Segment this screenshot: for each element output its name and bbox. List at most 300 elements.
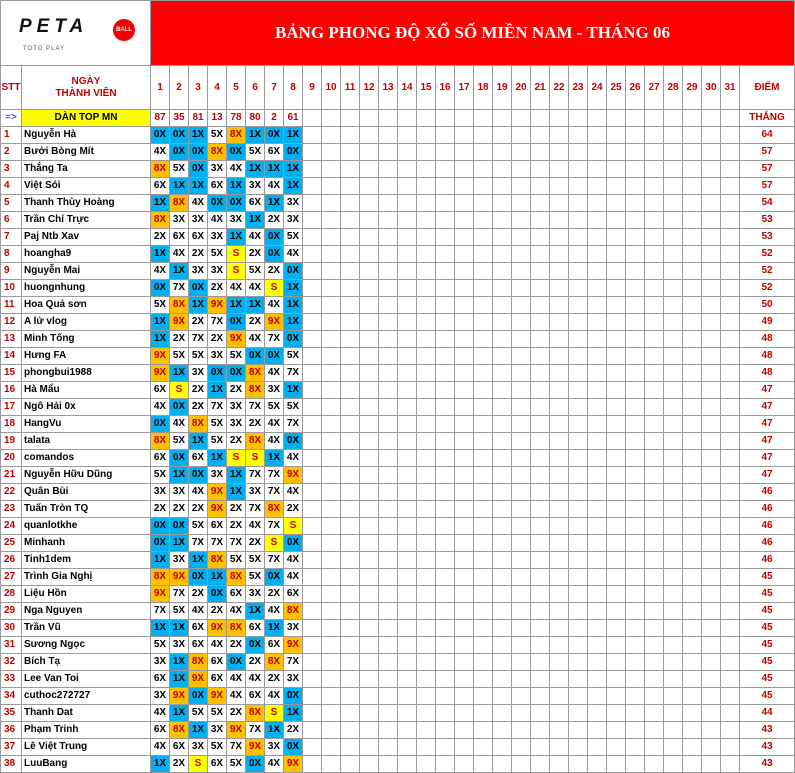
empty-day-cell — [417, 705, 436, 722]
member-name: Lê Việt Trung — [22, 739, 151, 756]
empty-day-cell — [721, 569, 740, 586]
empty-day-cell — [569, 450, 588, 467]
empty-day-cell — [417, 671, 436, 688]
day-result-cell: 1X — [189, 722, 208, 739]
day-result-cell: S — [227, 450, 246, 467]
member-name: Minh Tống — [22, 331, 151, 348]
empty-day-cell — [436, 705, 455, 722]
empty-day-cell — [417, 399, 436, 416]
day-result-cell: 2X — [246, 416, 265, 433]
member-score: 52 — [740, 263, 795, 280]
empty-day-cell — [322, 314, 341, 331]
member-name: Thanh Thùy Hoàng — [22, 195, 151, 212]
empty-day-cell — [512, 552, 531, 569]
day-result-cell: 0X — [265, 246, 284, 263]
row-stt: 22 — [1, 484, 22, 501]
empty-day-cell — [721, 637, 740, 654]
empty-day-cell — [664, 722, 683, 739]
day-header: 20 — [512, 66, 531, 110]
day-result-cell: 9X — [208, 620, 227, 637]
empty-day-cell — [531, 467, 550, 484]
empty-day-cell — [322, 127, 341, 144]
empty-day-cell — [702, 603, 721, 620]
empty-day-cell — [645, 297, 664, 314]
empty-day-cell — [588, 620, 607, 637]
empty-day-cell — [360, 229, 379, 246]
empty-day-cell — [569, 382, 588, 399]
day-result-cell: 4X — [265, 416, 284, 433]
empty-day-cell — [569, 739, 588, 756]
day-result-cell: 1X — [170, 535, 189, 552]
day-result-cell: 5X — [170, 348, 189, 365]
empty-day-cell — [341, 365, 360, 382]
row-stt: 3 — [1, 161, 22, 178]
empty-day-cell — [550, 586, 569, 603]
empty-day-cell — [398, 263, 417, 280]
day-result-cell: 8X — [227, 620, 246, 637]
member-name: Hưng FA — [22, 348, 151, 365]
empty-day-cell — [303, 280, 322, 297]
empty-day-cell — [436, 552, 455, 569]
top-number — [607, 110, 626, 127]
empty-day-cell — [702, 416, 721, 433]
day-result-cell: 1X — [170, 467, 189, 484]
empty-day-cell — [531, 450, 550, 467]
row-stt: 37 — [1, 739, 22, 756]
day-result-cell: 9X — [170, 688, 189, 705]
member-score: 46 — [740, 535, 795, 552]
empty-day-cell — [721, 654, 740, 671]
day-result-cell: 1X — [227, 229, 246, 246]
day-result-cell: 3X — [208, 263, 227, 280]
empty-day-cell — [341, 756, 360, 773]
day-result-cell: 1X — [170, 263, 189, 280]
day-result-cell: 0X — [151, 416, 170, 433]
empty-day-cell — [493, 518, 512, 535]
empty-day-cell — [683, 331, 702, 348]
member-name: Liệu Hồn — [22, 586, 151, 603]
empty-day-cell — [303, 416, 322, 433]
empty-day-cell — [531, 671, 550, 688]
empty-day-cell — [303, 671, 322, 688]
day-result-cell: 2X — [170, 501, 189, 518]
empty-day-cell — [493, 382, 512, 399]
empty-day-cell — [588, 501, 607, 518]
member-score: 46 — [740, 484, 795, 501]
empty-day-cell — [303, 535, 322, 552]
table-row — [1, 688, 795, 705]
empty-day-cell — [455, 280, 474, 297]
empty-day-cell — [607, 467, 626, 484]
empty-day-cell — [626, 297, 645, 314]
day-result-cell: 9X — [208, 484, 227, 501]
empty-day-cell — [474, 348, 493, 365]
day-result-cell: 1X — [208, 382, 227, 399]
day-result-cell: 1X — [151, 552, 170, 569]
day-result-cell: 3X — [189, 263, 208, 280]
empty-day-cell — [664, 467, 683, 484]
empty-day-cell — [626, 416, 645, 433]
empty-day-cell — [360, 739, 379, 756]
score-header: ĐIỂM — [740, 66, 795, 110]
empty-day-cell — [417, 416, 436, 433]
empty-day-cell — [341, 654, 360, 671]
day-result-cell: 8X — [265, 654, 284, 671]
empty-day-cell — [436, 263, 455, 280]
day-result-cell: 8X — [227, 127, 246, 144]
empty-day-cell — [322, 195, 341, 212]
day-result-cell: 0X — [265, 229, 284, 246]
empty-day-cell — [512, 263, 531, 280]
empty-day-cell — [512, 348, 531, 365]
day-result-cell: 1X — [170, 654, 189, 671]
empty-day-cell — [664, 637, 683, 654]
empty-day-cell — [379, 399, 398, 416]
day-result-cell: 0X — [246, 756, 265, 773]
empty-day-cell — [645, 195, 664, 212]
empty-day-cell — [417, 467, 436, 484]
empty-day-cell — [664, 620, 683, 637]
empty-day-cell — [455, 756, 474, 773]
empty-day-cell — [303, 603, 322, 620]
day-result-cell: 7X — [246, 501, 265, 518]
empty-day-cell — [550, 484, 569, 501]
empty-day-cell — [341, 484, 360, 501]
empty-day-cell — [683, 127, 702, 144]
day-result-cell: 8X — [284, 603, 303, 620]
empty-day-cell — [322, 348, 341, 365]
day-result-cell: 0X — [284, 144, 303, 161]
empty-day-cell — [569, 433, 588, 450]
empty-day-cell — [493, 467, 512, 484]
empty-day-cell — [455, 178, 474, 195]
empty-day-cell — [550, 263, 569, 280]
empty-day-cell — [493, 552, 512, 569]
empty-day-cell — [474, 586, 493, 603]
member-score: 45 — [740, 603, 795, 620]
member-name: HangVu — [22, 416, 151, 433]
day-header: 1 — [151, 66, 170, 110]
day-result-cell: 2X — [151, 501, 170, 518]
row-stt: 13 — [1, 331, 22, 348]
member-name: Quân Bùi — [22, 484, 151, 501]
day-result-cell: 2X — [246, 654, 265, 671]
empty-day-cell — [664, 484, 683, 501]
empty-day-cell — [360, 161, 379, 178]
empty-day-cell — [341, 705, 360, 722]
empty-day-cell — [512, 671, 531, 688]
empty-day-cell — [493, 722, 512, 739]
empty-day-cell — [512, 620, 531, 637]
empty-day-cell — [626, 144, 645, 161]
day-result-cell: 7X — [208, 399, 227, 416]
empty-day-cell — [588, 705, 607, 722]
empty-day-cell — [683, 229, 702, 246]
empty-day-cell — [607, 331, 626, 348]
empty-day-cell — [322, 212, 341, 229]
day-result-cell: 1X — [227, 178, 246, 195]
day-result-cell: 4X — [265, 688, 284, 705]
day-result-cell: 3X — [227, 399, 246, 416]
day-result-cell: 4X — [284, 569, 303, 586]
empty-day-cell — [702, 569, 721, 586]
empty-day-cell — [455, 416, 474, 433]
empty-day-cell — [664, 450, 683, 467]
top-number — [455, 110, 474, 127]
empty-day-cell — [303, 620, 322, 637]
table-row — [1, 671, 795, 688]
empty-day-cell — [569, 603, 588, 620]
member-name: Ngô Hải 0x — [22, 399, 151, 416]
day-result-cell: 3X — [246, 484, 265, 501]
empty-day-cell — [626, 399, 645, 416]
day-result-cell: 8X — [265, 501, 284, 518]
empty-day-cell — [512, 331, 531, 348]
empty-day-cell — [360, 433, 379, 450]
day-result-cell: 7X — [246, 399, 265, 416]
day-result-cell: 3X — [208, 161, 227, 178]
empty-day-cell — [550, 348, 569, 365]
empty-day-cell — [455, 569, 474, 586]
empty-day-cell — [550, 161, 569, 178]
empty-day-cell — [626, 263, 645, 280]
empty-day-cell — [702, 535, 721, 552]
empty-day-cell — [341, 467, 360, 484]
day-result-cell: 0X — [284, 433, 303, 450]
row-stt: 29 — [1, 603, 22, 620]
day-result-cell: 3X — [189, 739, 208, 756]
empty-day-cell — [303, 144, 322, 161]
top-number — [626, 110, 645, 127]
empty-day-cell — [360, 280, 379, 297]
empty-day-cell — [493, 688, 512, 705]
empty-day-cell — [512, 365, 531, 382]
day-result-cell: 4X — [246, 280, 265, 297]
day-result-cell: 0X — [170, 450, 189, 467]
empty-day-cell — [607, 365, 626, 382]
day-result-cell: 4X — [189, 484, 208, 501]
empty-day-cell — [474, 416, 493, 433]
empty-day-cell — [474, 144, 493, 161]
day-result-cell: 0X — [227, 144, 246, 161]
top-number — [702, 110, 721, 127]
day-header: 25 — [607, 66, 626, 110]
empty-day-cell — [379, 127, 398, 144]
day-result-cell: 1X — [227, 467, 246, 484]
day-result-cell: 6X — [208, 178, 227, 195]
empty-day-cell — [436, 433, 455, 450]
empty-day-cell — [417, 603, 436, 620]
empty-day-cell — [493, 739, 512, 756]
empty-day-cell — [322, 484, 341, 501]
empty-day-cell — [531, 501, 550, 518]
empty-day-cell — [607, 569, 626, 586]
empty-day-cell — [379, 705, 398, 722]
empty-day-cell — [455, 654, 474, 671]
empty-day-cell — [607, 671, 626, 688]
empty-day-cell — [436, 246, 455, 263]
empty-day-cell — [683, 348, 702, 365]
empty-day-cell — [493, 365, 512, 382]
empty-day-cell — [607, 416, 626, 433]
empty-day-cell — [493, 501, 512, 518]
day-result-cell: 3X — [151, 654, 170, 671]
empty-day-cell — [626, 739, 645, 756]
empty-day-cell — [569, 620, 588, 637]
day-result-cell: 5X — [246, 144, 265, 161]
empty-day-cell — [721, 535, 740, 552]
day-header: 17 — [455, 66, 474, 110]
empty-day-cell — [417, 178, 436, 195]
empty-day-cell — [683, 603, 702, 620]
empty-day-cell — [455, 144, 474, 161]
day-result-cell: 4X — [284, 246, 303, 263]
table-row — [1, 586, 795, 603]
day-result-cell: 0X — [208, 365, 227, 382]
table-row — [1, 178, 795, 195]
day-result-cell: 9X — [151, 365, 170, 382]
day-result-cell: 8X — [151, 569, 170, 586]
empty-day-cell — [417, 280, 436, 297]
empty-day-cell — [645, 365, 664, 382]
row-stt: 34 — [1, 688, 22, 705]
day-result-cell: 8X — [151, 212, 170, 229]
member-name: Phạm Trinh — [22, 722, 151, 739]
empty-day-cell — [436, 756, 455, 773]
empty-day-cell — [303, 654, 322, 671]
day-result-cell: S — [189, 756, 208, 773]
empty-day-cell — [702, 314, 721, 331]
empty-day-cell — [341, 246, 360, 263]
day-result-cell: 7X — [265, 331, 284, 348]
empty-day-cell — [303, 552, 322, 569]
empty-day-cell — [550, 297, 569, 314]
day-result-cell: 5X — [151, 297, 170, 314]
empty-day-cell — [474, 450, 493, 467]
empty-day-cell — [455, 399, 474, 416]
empty-day-cell — [569, 212, 588, 229]
day-result-cell: 4X — [208, 212, 227, 229]
day-result-cell: 3X — [170, 484, 189, 501]
empty-day-cell — [493, 654, 512, 671]
member-name: Nguyễn Hà — [22, 127, 151, 144]
day-result-cell: S — [246, 450, 265, 467]
member-name: hoangha9 — [22, 246, 151, 263]
empty-day-cell — [664, 416, 683, 433]
member-name: Sương Ngọc — [22, 637, 151, 654]
day-result-cell: 1X — [151, 331, 170, 348]
empty-day-cell — [322, 450, 341, 467]
empty-day-cell — [550, 246, 569, 263]
day-result-cell: 6X — [151, 382, 170, 399]
empty-day-cell — [303, 297, 322, 314]
empty-day-cell — [512, 382, 531, 399]
row-stt: 26 — [1, 552, 22, 569]
empty-day-cell — [531, 552, 550, 569]
empty-day-cell — [626, 705, 645, 722]
day-result-cell: 2X — [265, 212, 284, 229]
empty-day-cell — [398, 229, 417, 246]
day-result-cell: 4X — [227, 688, 246, 705]
member-score: 64 — [740, 127, 795, 144]
top-number: 13 — [208, 110, 227, 127]
empty-day-cell — [493, 620, 512, 637]
top-number: 61 — [284, 110, 303, 127]
empty-day-cell — [702, 144, 721, 161]
member-name: Trần Chí Trực — [22, 212, 151, 229]
empty-day-cell — [322, 178, 341, 195]
empty-day-cell — [664, 433, 683, 450]
table-row — [1, 620, 795, 637]
day-result-cell: 3X — [151, 688, 170, 705]
empty-day-cell — [664, 280, 683, 297]
day-result-cell: 1X — [265, 620, 284, 637]
empty-day-cell — [721, 399, 740, 416]
empty-day-cell — [607, 297, 626, 314]
empty-day-cell — [531, 586, 550, 603]
member-name: Bích Tạ — [22, 654, 151, 671]
day-result-cell: 1X — [265, 722, 284, 739]
empty-day-cell — [683, 467, 702, 484]
empty-day-cell — [645, 569, 664, 586]
empty-day-cell — [322, 416, 341, 433]
day-result-cell: 6X — [208, 756, 227, 773]
day-result-cell: 5X — [227, 756, 246, 773]
table-row — [1, 297, 795, 314]
day-result-cell: 5X — [208, 433, 227, 450]
empty-day-cell — [379, 416, 398, 433]
table-row — [1, 450, 795, 467]
empty-day-cell — [702, 620, 721, 637]
empty-day-cell — [417, 144, 436, 161]
empty-day-cell — [417, 297, 436, 314]
empty-day-cell — [436, 280, 455, 297]
empty-day-cell — [417, 127, 436, 144]
day-result-cell: 0X — [189, 161, 208, 178]
empty-day-cell — [398, 501, 417, 518]
row-stt: 35 — [1, 705, 22, 722]
empty-day-cell — [455, 365, 474, 382]
empty-day-cell — [569, 280, 588, 297]
day-result-cell: 1X — [246, 603, 265, 620]
day-result-cell: 1X — [284, 178, 303, 195]
top-number — [474, 110, 493, 127]
day-result-cell: 8X — [208, 552, 227, 569]
empty-day-cell — [569, 586, 588, 603]
empty-day-cell — [588, 127, 607, 144]
empty-day-cell — [531, 688, 550, 705]
member-name: Thanh Dat — [22, 705, 151, 722]
empty-day-cell — [550, 433, 569, 450]
day-result-cell: 5X — [284, 229, 303, 246]
day-result-cell: 0X — [265, 348, 284, 365]
empty-day-cell — [398, 484, 417, 501]
empty-day-cell — [683, 399, 702, 416]
day-result-cell: 7X — [151, 603, 170, 620]
empty-day-cell — [512, 518, 531, 535]
empty-day-cell — [702, 195, 721, 212]
day-result-cell: 0X — [170, 127, 189, 144]
empty-day-cell — [588, 671, 607, 688]
empty-day-cell — [588, 586, 607, 603]
day-result-cell: 3X — [170, 212, 189, 229]
day-result-cell: 5X — [284, 399, 303, 416]
day-result-cell: 5X — [246, 263, 265, 280]
empty-day-cell — [341, 178, 360, 195]
empty-day-cell — [569, 348, 588, 365]
empty-day-cell — [702, 637, 721, 654]
empty-day-cell — [531, 399, 550, 416]
